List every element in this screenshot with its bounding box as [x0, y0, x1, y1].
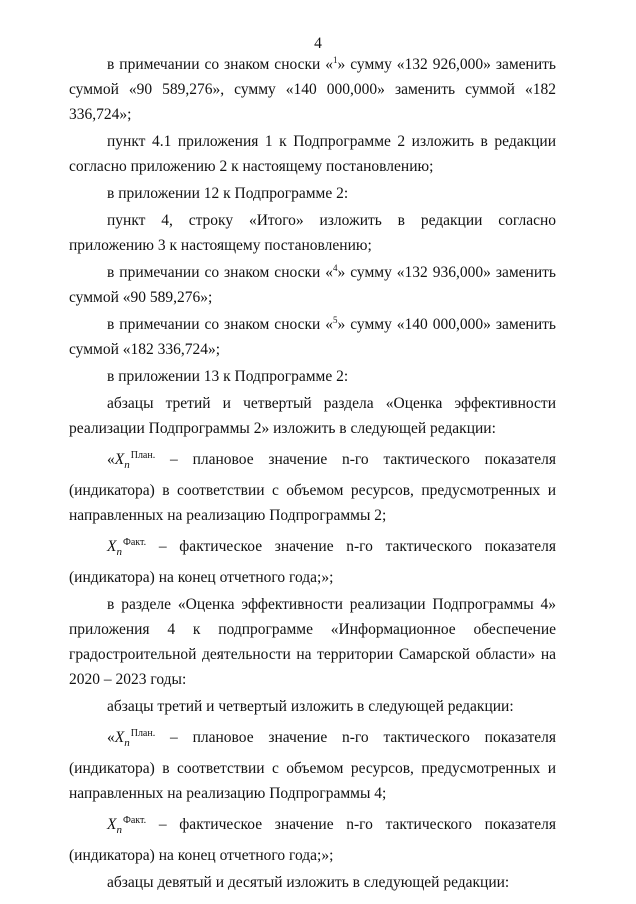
- formula-plan-4: «$X_n^{План.}$ – плановое значение n-го тактического показателя (индикатора) в соответствии с объемом ресурсов, предусмотренных и направленных на реализацию Подпрограммы 4;: [69, 728, 556, 802]
- formula-plan-2: «$X_n^{План.}$ – плановое значение n-го тактического показателя (индикатора) в соответствии с объемом ресурсов, предусмотренных и направленных на реализацию Подпрограммы 2;: [69, 450, 556, 524]
- paragraph-footnote-4: в примечании со знаком сноски «$^4$» сумму «132 936,000» заменить суммой «90 589,276»;: [69, 262, 556, 306]
- paragraph-paragraphs-3-4: абзацы третий и четвертый раздела «Оценка эффективности реализации Подпрограммы 2» изложить в следующей редакции:: [69, 395, 556, 437]
- paragraph-replace-9-10: абзацы девятый и десятый изложить в следующей редакции:: [107, 874, 510, 891]
- paragraph-point-4-itogo: пункт 4, строку «Итого» изложить в редакции согласно приложению 3 к настоящему постановлению;: [69, 212, 556, 254]
- paragraph-appendix-13: в приложении 13 к Подпрограмме 2:: [107, 368, 349, 385]
- paragraph-footnote-5: в примечании со знаком сноски «$^5$» сумму «140 000,000» заменить суммой «182 336,724»;: [69, 314, 556, 358]
- paragraph-section-4: в разделе «Оценка эффективности реализации Подпрограммы 4» приложения 4 к подпрограмме «Информационное обеспечение градостроительной деятельности на территории Самарской области» на 2020 – 2023 годы:: [69, 596, 556, 688]
- paragraph-appendix-12: в приложении 12 к Подпрограмме 2:: [107, 185, 349, 202]
- formula-fact-2: $X_n^{Факт.}$ – фактическое значение n-го тактического показателя (индикатора) на конец отчетного года;»;: [69, 537, 556, 586]
- page-number: 4: [314, 35, 322, 52]
- paragraph-replace-3-4: абзацы третий и четвертый изложить в следующей редакции:: [107, 698, 514, 715]
- paragraph-footnote-1: в примечании со знаком сноски «$^1$» сумму «132 926,000» заменить суммой «90 589,276», сумму «140 000,000» заменить суммой «182 336,724»;: [69, 54, 556, 123]
- document-body: [69, 52, 556, 895]
- formula-fact-4: $X_n^{Факт.}$ – фактическое значение n-го тактического показателя (индикатора) на конец отчетного года;»;: [69, 815, 556, 864]
- paragraph-point-4-1: пункт 4.1 приложения 1 к Подпрограмме 2 изложить в редакции согласно приложению 2 к настоящему постановлению;: [69, 133, 556, 175]
